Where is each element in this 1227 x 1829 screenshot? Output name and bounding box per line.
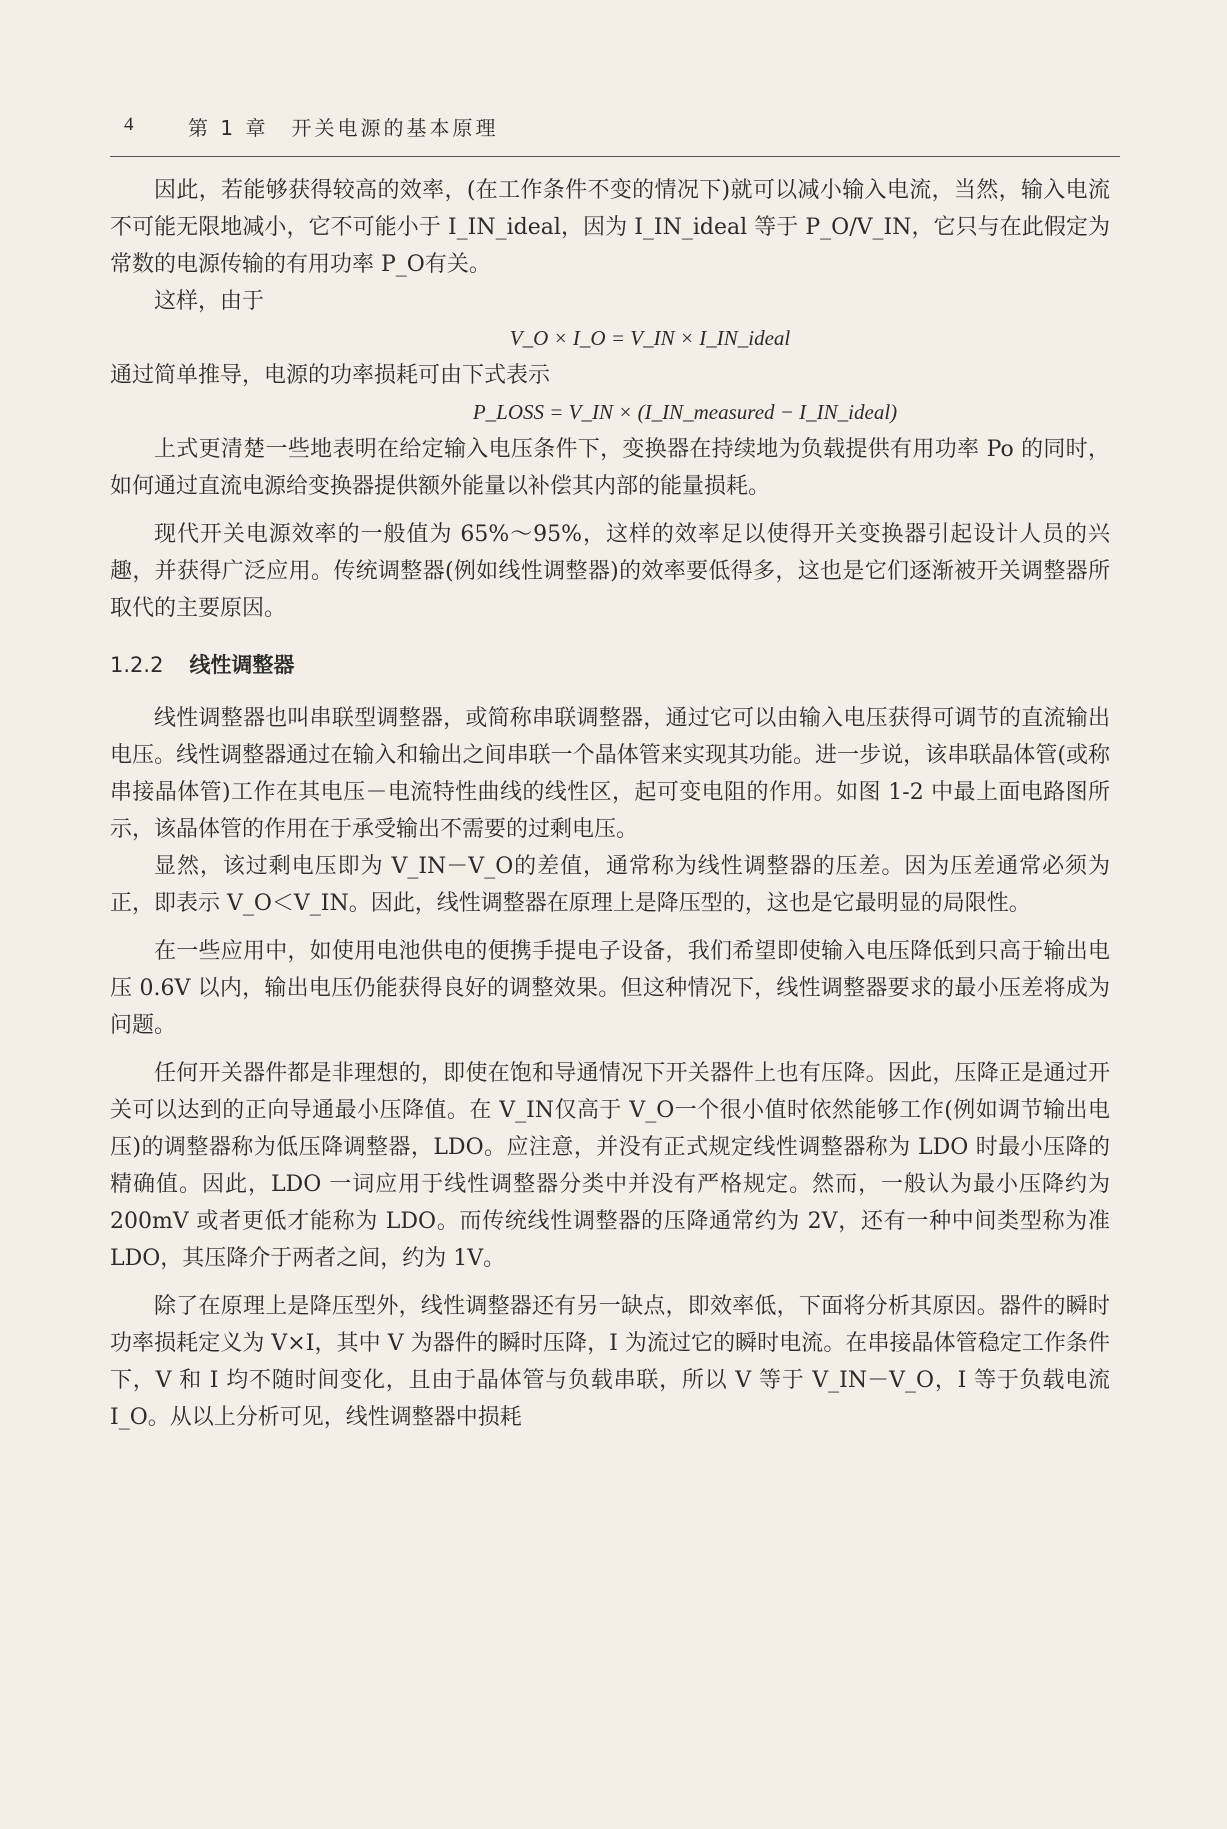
paragraph: 显然，该过剩电压即为 V_IN－V_O的差值，通常称为线性调整器的压差。因为压差通常必须为正，即表示 V_O＜V_IN。因此，线性调整器在原理上是降压型的，这也是它最明显的局限性。 <box>110 854 1110 916</box>
equation: P_LOSS = V_IN × (I_IN_measured − I_IN_ideal) <box>472 400 898 424</box>
page-number: 4 <box>124 114 134 135</box>
paragraph: 任何开关器件都是非理想的，即使在饱和导通情况下开关器件上也有压降。因此，压降正是通过开关可以达到的正向导通最小压降值。在 V_IN仅高于 V_O一个很小值时依然能够工作(例如调节输出电压)的调整器称为低压降调整器，LDO。应注意，并没有正式规定线性调整器称为 LDO 时最小压降的精确值。因此，LDO 一词应用于线性调整器分类中并没有严格规定。然而，一般认为最小压降约为 200mV 或者更低才能称为 LDO。而传统线性调整器的压降通常约为 2V，还有一种中间类型称为准 LDO，其压降介于两者之间，约为 1V。 <box>110 1061 1111 1271</box>
section-heading <box>110 647 1110 684</box>
equation: V_O × I_O = V_IN × I_IN_ideal <box>509 326 791 350</box>
section-number: 1.2.2 <box>110 653 164 677</box>
paragraph: 通过简单推导，电源的功率损耗可由下式表示 <box>110 363 551 388</box>
paragraph: 上式更清楚一些地表明在给定输入电压条件下，变换器在持续地为负载提供有用功率 Po 的同时，如何通过直流电源给变换器提供额外能量以补偿其内部的能量损耗。 <box>110 437 1110 499</box>
paragraph: 现代开关电源效率的一般值为 65%～95%，这样的效率足以使得开关变换器引起设计人员的兴趣，并获得广泛应用。传统调整器(例如线性调整器)的效率要低得多，这也是它们逐渐被开关调整器所取代的主要原因。 <box>110 522 1110 621</box>
paragraph: 因此，若能够获得较高的效率，(在工作条件不变的情况下)就可以减小输入电流，当然，输入电流不可能无限地减小，它不可能小于 I_IN_ideal，因为 I_IN_ideal 等于 P_O/V_IN，它只与在此假定为常数的电源传输的有用功率 P_O有关。 <box>110 178 1110 277</box>
paragraph: 除了在原理上是降压型外，线性调整器还有另一缺点，即效率低，下面将分析其原因。器件的瞬时功率损耗定义为 V×I，其中 V 为器件的瞬时压降，I 为流过它的瞬时电流。在串接晶体管稳定工作条件下，V 和 I 均不随时间变化，且由于晶体管与负载串联，所以 V 等于 V_IN－V_O，I 等于负载电流 I_O。从以上分析可见，线性调整器中损耗 <box>110 1294 1110 1430</box>
paragraph: 在一些应用中，如使用电池供电的便携手提电子设备，我们希望即使输入电压降低到只高于输出电压 0.6V 以内，输出电压仍能获得良好的调整效果。但这种情况下，线性调整器要求的最小压差将成为问题。 <box>110 939 1110 1038</box>
section-title: 线性调整器 <box>189 653 295 677</box>
paragraph: 线性调整器也叫串联型调整器，或简称串联调整器，通过它可以由输入电压获得可调节的直流输出电压。线性调整器通过在输入和输出之间串联一个晶体管来实现其功能。进一步说，该串联晶体管(或称串接晶体管)工作在其电压－电流特性曲线的线性区，起可变电阻的作用。如图 1-2 中最上面电路图所示，该晶体管的作用在于承受输出不需要的过剩电压。 <box>110 706 1110 842</box>
paragraph: 这样，由于 <box>154 289 265 314</box>
chapter-title: 第 1 章 开关电源的基本原理 <box>188 116 499 140</box>
page-body <box>110 172 1110 1436</box>
page-header <box>110 110 1120 157</box>
